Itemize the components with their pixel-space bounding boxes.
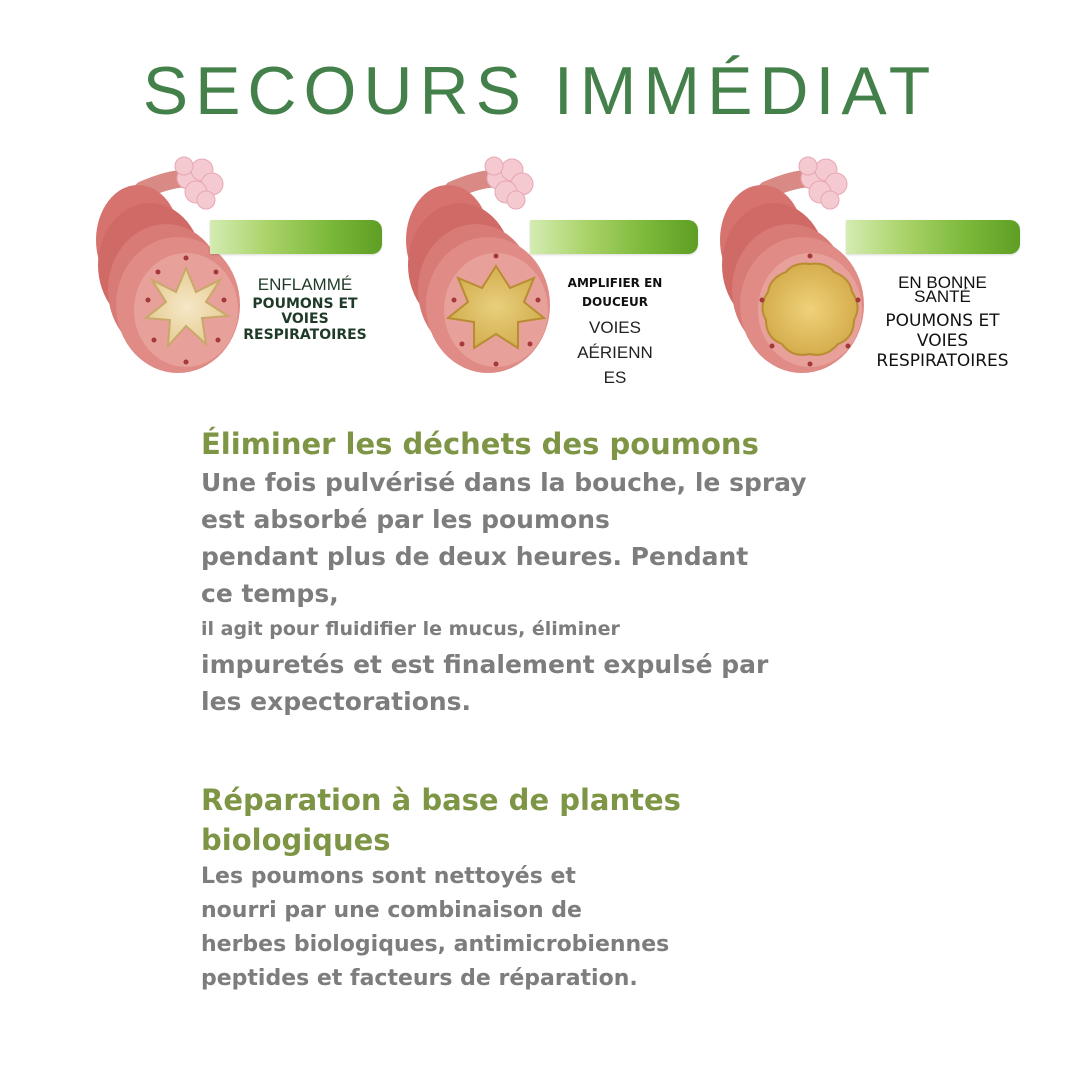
caption-line: VOIES bbox=[589, 318, 641, 338]
section-heading: biologiques bbox=[201, 823, 391, 857]
caption-line: RESPIRATOIRES bbox=[876, 350, 1009, 371]
caption-line: ES bbox=[603, 367, 627, 387]
body-line: il agit pour fluidifier le mucus, éliminer bbox=[201, 618, 620, 640]
body-line: impuretés et est finalement expulsé par bbox=[201, 650, 769, 679]
caption-line: VOIES bbox=[281, 311, 329, 328]
caption-inflamed bbox=[222, 276, 388, 343]
caption-line: POUMONS ET bbox=[252, 295, 358, 312]
page-title: SECOURS IMMÉDIAT bbox=[142, 53, 938, 129]
body-line: Les poumons sont nettoyés et bbox=[201, 864, 576, 889]
body-line: Une fois pulvérisé dans la bouche, le spray bbox=[201, 468, 807, 497]
green-progress-bar-2 bbox=[530, 220, 698, 254]
body-line: peptides et facteurs de réparation. bbox=[201, 966, 638, 991]
caption-line: EN BONNE bbox=[898, 273, 987, 292]
green-progress-bar-3 bbox=[846, 220, 1020, 254]
green-progress-bar-1 bbox=[210, 220, 382, 254]
body-line: herbes biologiques, antimicrobiennes bbox=[201, 932, 670, 957]
caption-line: DOUCEUR bbox=[582, 295, 648, 310]
body-line: pendant plus de deux heures. Pendant bbox=[201, 542, 749, 571]
caption-line: AÉRIENN bbox=[577, 343, 653, 363]
caption-easing bbox=[552, 274, 678, 390]
section-lung-waste bbox=[201, 424, 861, 720]
body-line: nourri par une combinaison de bbox=[201, 898, 582, 923]
caption-line: SANTÉ bbox=[914, 287, 971, 307]
caption-healthy bbox=[860, 273, 1025, 371]
caption-line: VOIES bbox=[916, 330, 969, 351]
caption-line: RESPIRATOIRES bbox=[243, 326, 367, 343]
section-heading: Réparation à base de plantes bbox=[201, 783, 681, 817]
caption-line: AMPLIFIER EN bbox=[567, 276, 663, 290]
body-line: les expectorations. bbox=[201, 687, 472, 716]
body-line: est absorbé par les poumons bbox=[201, 505, 610, 534]
section-heading: Éliminer les déchets des poumons bbox=[201, 427, 759, 461]
airway-illustration-strip bbox=[80, 150, 1040, 400]
caption-line: ENFLAMMÉ bbox=[257, 275, 353, 294]
body-line: ce temps, bbox=[201, 579, 339, 608]
section-herbal-repair bbox=[201, 780, 861, 996]
caption-line: POUMONS ET bbox=[885, 310, 1000, 331]
inflamed-airway-illustration bbox=[88, 150, 388, 380]
